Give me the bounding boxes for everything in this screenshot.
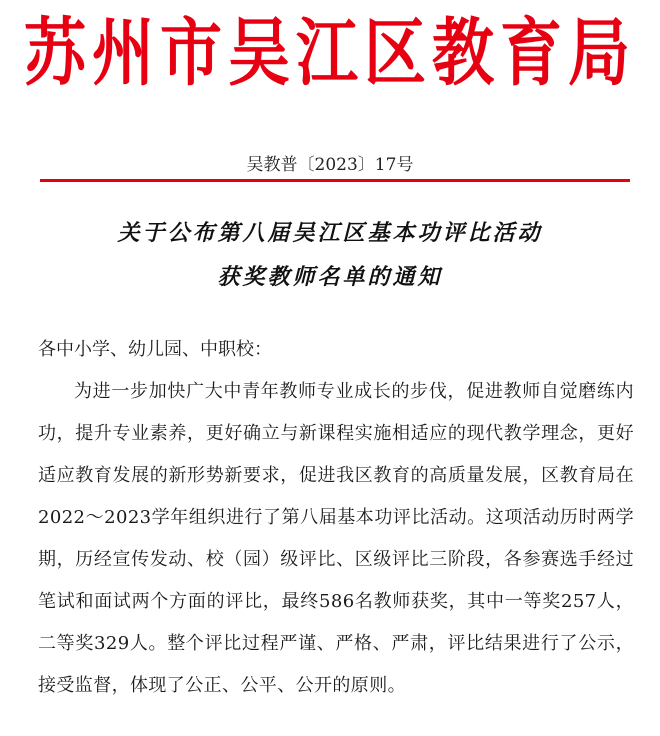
salutation: 各中小学、幼儿园、中职校： bbox=[38, 339, 272, 360]
body-paragraph: 为进一步加快广大中青年教师专业成长的步伐，促进教师自觉磨练内功，提升专业素养，更好确立与新课程实施相适应的现代教学理念，更好适应教育发展的新形势新要求，促进我区教育的高质量发展，区教育局在2022～2023学年组织进行了第八届基本功评比活动。这项活动历时两学期，历经宣传发动、校（园）级评比、区级评比三阶段，各参赛选手经过笔试和面试两个方面的评比，最终586名教师获奖，其中一等奖257人，二等奖329人。整个评比过程严谨、严格、严肃，评比结果进行了公示，接受监督，体现了公正、公平、公开的原则。 bbox=[38, 381, 634, 696]
document-number: 吴教普〔2023〕17号 bbox=[246, 155, 414, 175]
notice-title-line-2: 获奖教师名单的通知 bbox=[217, 264, 443, 290]
red-divider-line bbox=[40, 179, 630, 182]
notice-title-line-1: 关于公布第八届吴江区基本功评比活动 bbox=[117, 220, 543, 246]
issuer-masthead: 苏州市吴江区教育局 bbox=[23, 9, 636, 96]
notice-body bbox=[38, 329, 634, 707]
